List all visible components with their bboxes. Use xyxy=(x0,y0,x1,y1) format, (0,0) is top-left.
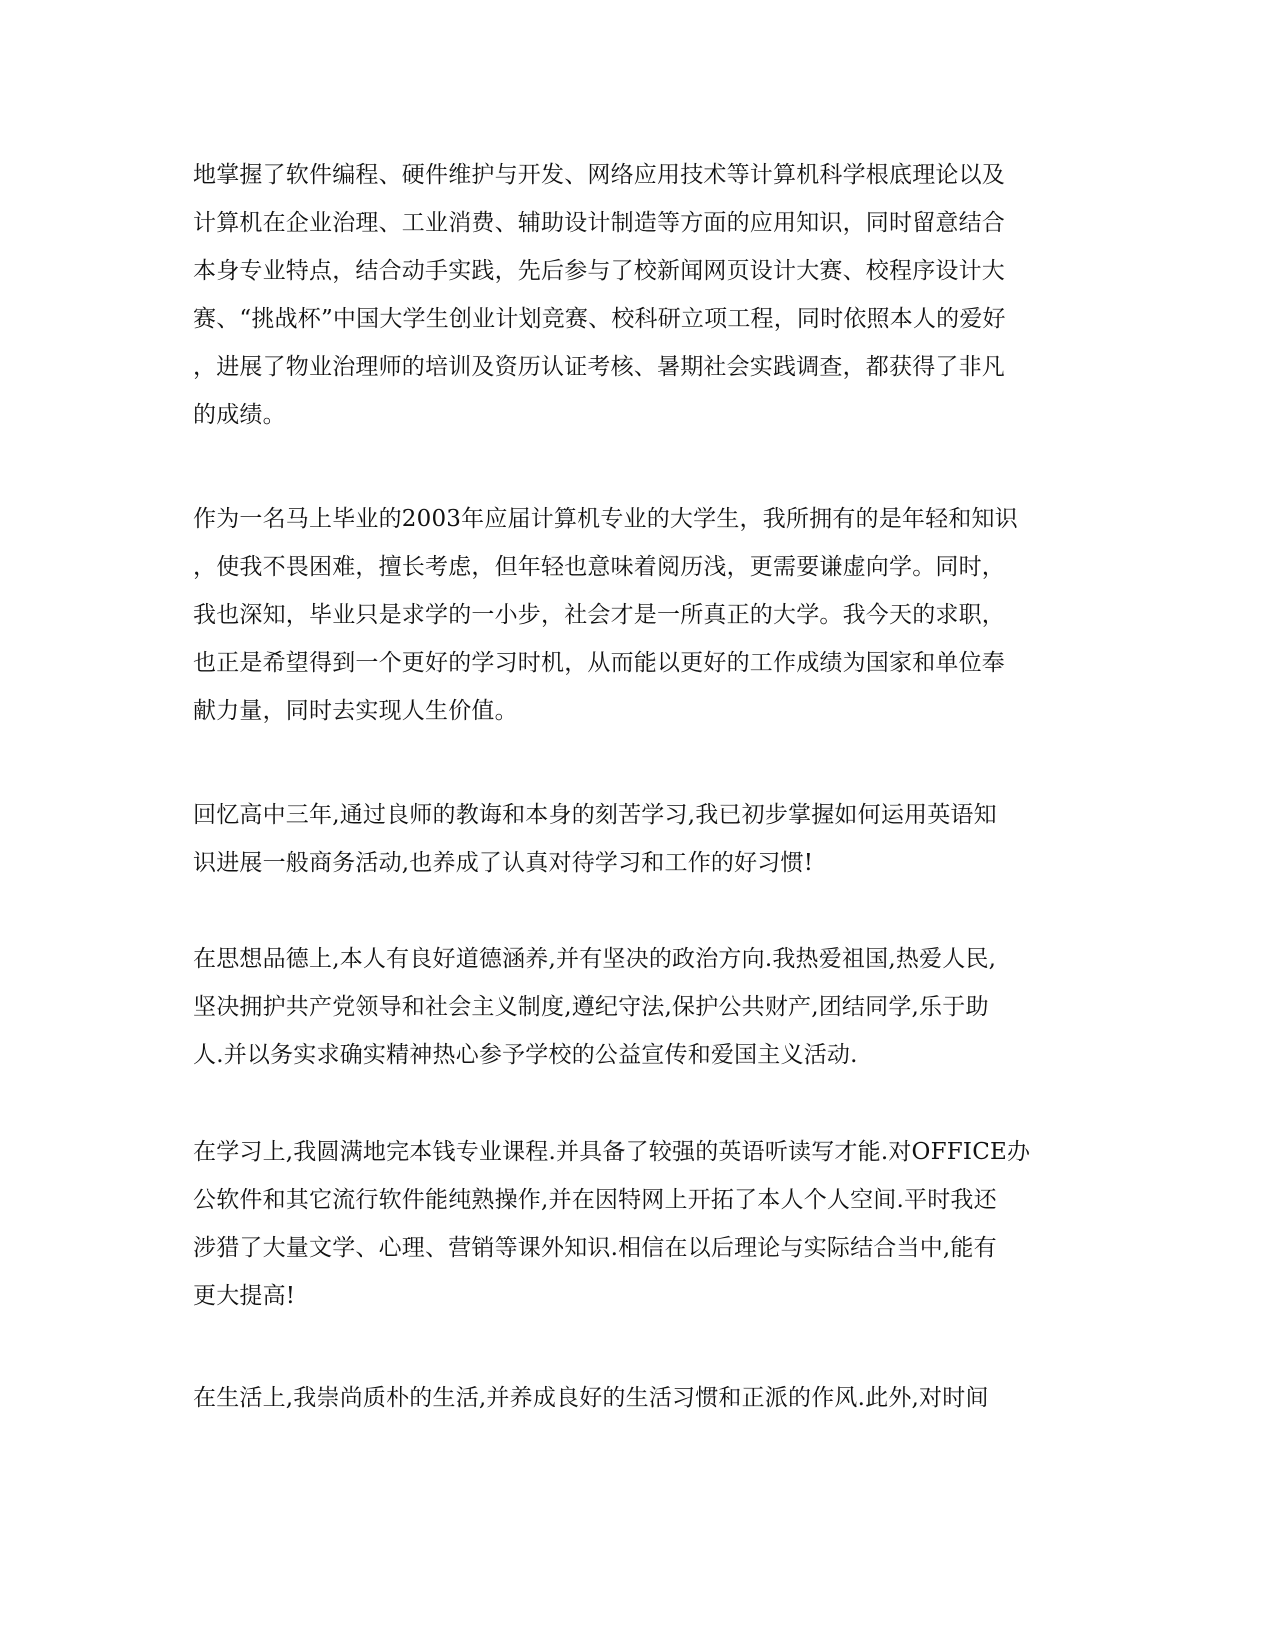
paragraph-skills xyxy=(193,151,1093,439)
text-line: 也正是希望得到一个更好的学习时机，从而能以更好的工作成绩为国家和单位奉 xyxy=(193,650,1005,676)
text-line: 地掌握了软件编程、硬件维护与开发、网络应用技术等计算机科学根底理论以及 xyxy=(193,162,1005,188)
text-line: 涉猎了大量文学、心理、营销等课外知识.相信在以后理论与实际结合当中,能有 xyxy=(193,1235,997,1261)
paragraph-life xyxy=(193,1374,1093,1422)
text-line: 公软件和其它流行软件能纯熟操作,并在因特网上开拓了本人个人空间.平时我还 xyxy=(193,1187,997,1213)
text-line: 识进展一般商务活动,也养成了认真对待学习和工作的好习惯! xyxy=(193,850,814,876)
text-line: 计算机在企业治理、工业消费、辅助设计制造等方面的应用知识，同时留意结合 xyxy=(193,210,1005,236)
text-line: 本身专业特点，结合动手实践，先后参与了校新闻网页设计大赛、校程序设计大 xyxy=(193,258,1005,284)
paragraph-graduate xyxy=(193,495,1093,735)
text-line: 作为一名马上毕业的2003年应届计算机专业的大学生，我所拥有的是年轻和知识 xyxy=(193,506,1018,532)
text-line: 赛、“挑战杯”中国大学生创业计划竞赛、校科研立项工程，同时依照本人的爱好 xyxy=(193,306,1006,332)
text-line: 在思想品德上,本人有良好道德涵养,并有坚决的政治方向.我热爱祖国,热爱人民, xyxy=(193,946,997,972)
paragraph-study xyxy=(193,1128,1093,1320)
text-line: 献力量，同时去实现人生价值。 xyxy=(193,698,518,724)
paragraph-morality xyxy=(193,935,1093,1079)
text-line: 在生活上,我崇尚质朴的生活,并养成良好的生活习惯和正派的作风.此外,对时间 xyxy=(193,1385,989,1411)
text-line: 更大提高! xyxy=(193,1283,296,1309)
paragraph-high-school xyxy=(193,791,1093,887)
text-line: 人.并以务实求确实精神热心参予学校的公益宣传和爱国主义活动. xyxy=(193,1042,858,1068)
text-line: 我也深知，毕业只是求学的一小步，社会才是一所真正的大学。我今天的求职， xyxy=(193,602,1005,628)
text-line: ，进展了物业治理师的培训及资历认证考核、暑期社会实践调查，都获得了非凡 xyxy=(193,354,1005,380)
text-line: 坚决拥护共产党领导和社会主义制度,遵纪守法,保护公共财产,团结同学,乐于助 xyxy=(193,994,989,1020)
text-line: 回忆高中三年,通过良师的教诲和本身的刻苦学习,我已初步掌握如何运用英语知 xyxy=(193,802,997,828)
text-line: 的成绩。 xyxy=(193,402,286,428)
text-line: 在学习上,我圆满地完本钱专业课程.并具备了较强的英语听读写才能.对OFFICE办 xyxy=(193,1139,1031,1165)
text-line: ，使我不畏困难，擅长考虑，但年轻也意味着阅历浅，更需要谦虚向学。同时， xyxy=(193,554,1005,580)
